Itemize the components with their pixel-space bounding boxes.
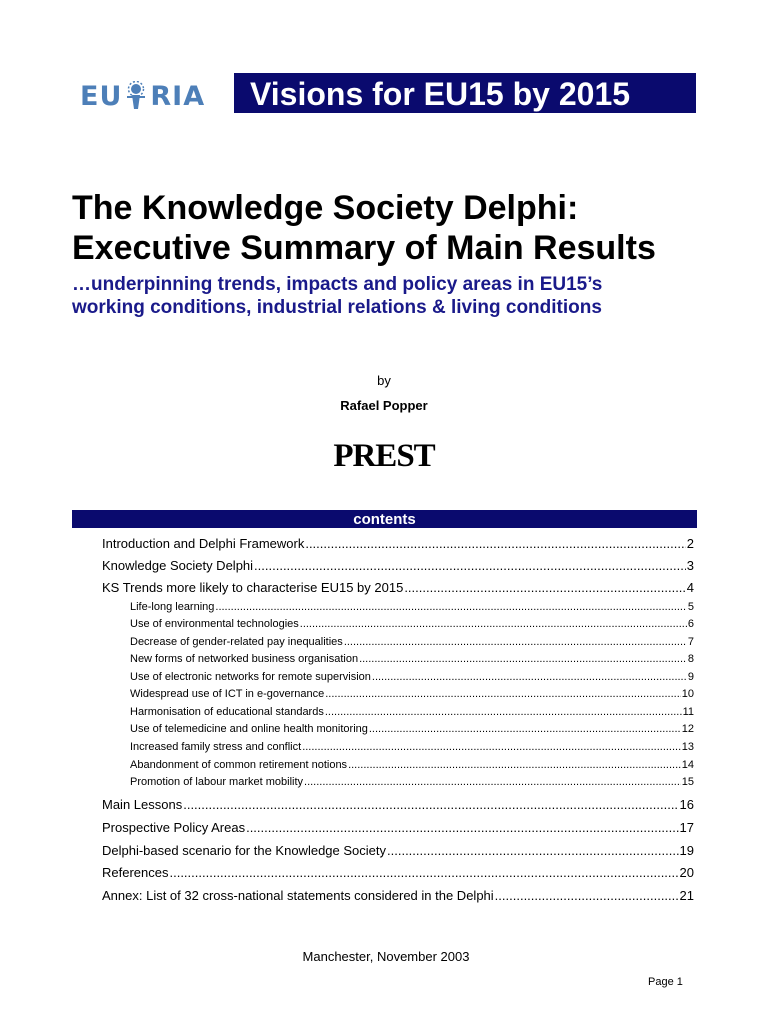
toc-entry-label: Decrease of gender-related pay inequalities bbox=[130, 636, 343, 648]
toc-entry-label: Increased family stress and conflict bbox=[130, 741, 302, 753]
toc-entry-label: Widespread use of ICT in e-governance bbox=[130, 688, 325, 700]
document-title bbox=[72, 188, 722, 268]
toc-entry-label: Abandonment of common retirement notions bbox=[130, 759, 348, 771]
contents-heading: contents bbox=[72, 510, 697, 528]
toc-leader-dots bbox=[254, 558, 686, 573]
toc-leader-dots bbox=[300, 618, 687, 630]
toc-entry-page: 6 bbox=[687, 618, 694, 630]
toc-leader-dots bbox=[246, 820, 678, 835]
document-subtitle bbox=[72, 273, 712, 319]
toc-entry-page: 5 bbox=[687, 601, 694, 613]
prest-logo: PREST bbox=[333, 438, 435, 474]
toc-entry[interactable] bbox=[102, 865, 694, 883]
toc-leader-dots bbox=[359, 653, 687, 665]
author-name: Rafael Popper bbox=[340, 398, 428, 413]
toc-entry[interactable] bbox=[102, 536, 694, 554]
toc-entry-page: 7 bbox=[687, 636, 694, 648]
toc-entry-label: References bbox=[102, 865, 169, 880]
toc-entry[interactable] bbox=[102, 820, 694, 838]
logo-text-right: RIA bbox=[150, 80, 206, 112]
toc-entry-label: Use of telemedicine and online health monitoring bbox=[130, 723, 368, 735]
subtitle-line-2: working conditions, industrial relations & living conditions bbox=[72, 297, 602, 318]
toc-leader-dots bbox=[325, 688, 681, 700]
toc-entry-label: Use of electronic networks for remote supervision bbox=[130, 671, 371, 683]
toc-entry-page: 21 bbox=[679, 888, 694, 903]
toc-entry[interactable] bbox=[102, 580, 694, 598]
toc-entry-page: 15 bbox=[681, 776, 694, 788]
toc-entry-page: 9 bbox=[687, 671, 694, 683]
toc-entry[interactable] bbox=[130, 688, 694, 703]
toc-entry-page: 19 bbox=[679, 843, 694, 858]
place-and-date: Manchester, November 2003 bbox=[302, 949, 470, 964]
toc-leader-dots bbox=[495, 888, 679, 903]
toc-entry-page: 2 bbox=[686, 536, 694, 551]
toc-entry-page: 10 bbox=[681, 688, 694, 700]
toc-entry-page: 14 bbox=[681, 759, 694, 771]
toc-entry-page: 12 bbox=[681, 723, 694, 735]
toc-entry-page: 20 bbox=[679, 865, 694, 880]
title-line-2: Executive Summary of Main Results bbox=[72, 229, 656, 267]
toc-entry-label: Delphi-based scenario for the Knowledge Society bbox=[102, 843, 387, 858]
toc-leader-dots bbox=[183, 797, 678, 812]
toc-leader-dots bbox=[404, 580, 685, 595]
toc-entry[interactable] bbox=[130, 759, 694, 774]
toc-entry[interactable] bbox=[102, 558, 694, 576]
toc-entry-page: 3 bbox=[686, 558, 694, 573]
toc-entry-label: KS Trends more likely to characterise EU15 by 2015 bbox=[102, 580, 404, 595]
toc-leader-dots bbox=[304, 776, 681, 788]
toc-entry[interactable] bbox=[130, 618, 694, 633]
toc-entry-page: 17 bbox=[679, 820, 694, 835]
toc-entry-label: Use of environmental technologies bbox=[130, 618, 299, 630]
toc-entry-label: New forms of networked business organisation bbox=[130, 653, 359, 665]
toc-entry-label: Introduction and Delphi Framework bbox=[102, 536, 305, 551]
toc-entry[interactable] bbox=[130, 601, 694, 616]
toc-entry-label: Prospective Policy Areas bbox=[102, 820, 246, 835]
toc-leader-dots bbox=[169, 865, 678, 880]
euforia-logo bbox=[80, 78, 225, 114]
toc-entry-page: 8 bbox=[687, 653, 694, 665]
toc-entry-label: Main Lessons bbox=[102, 797, 183, 812]
logo-figure-icon bbox=[123, 81, 149, 111]
header-banner: Visions for EU15 by 2015 bbox=[234, 73, 696, 113]
toc-entry-label: Life-long learning bbox=[130, 601, 215, 613]
toc-entry[interactable] bbox=[102, 843, 694, 861]
toc-leader-dots bbox=[325, 706, 682, 718]
toc-leader-dots bbox=[305, 536, 685, 551]
toc-entry[interactable] bbox=[130, 706, 694, 721]
toc-entry-label: Annex: List of 32 cross-national statements considered in the Delphi bbox=[102, 888, 494, 903]
logo-text-left: EU bbox=[80, 80, 123, 112]
toc-entry-page: 4 bbox=[686, 580, 694, 595]
toc-entry-label: Promotion of labour market mobility bbox=[130, 776, 304, 788]
page-number: Page 1 bbox=[648, 976, 683, 988]
toc-leader-dots bbox=[369, 723, 681, 735]
toc-leader-dots bbox=[372, 671, 687, 683]
toc-entry[interactable] bbox=[130, 671, 694, 686]
toc-leader-dots bbox=[302, 741, 681, 753]
toc-entry[interactable] bbox=[130, 741, 694, 756]
title-line-1: The Knowledge Society Delphi: bbox=[72, 189, 579, 227]
toc-leader-dots bbox=[348, 759, 681, 771]
toc-entry[interactable] bbox=[102, 888, 694, 906]
toc-entry[interactable] bbox=[130, 723, 694, 738]
toc-entry-label: Harmonisation of educational standards bbox=[130, 706, 324, 718]
toc-leader-dots bbox=[344, 636, 687, 648]
toc-entry[interactable] bbox=[130, 776, 694, 791]
toc-entry[interactable] bbox=[102, 797, 694, 815]
toc-entry[interactable] bbox=[130, 636, 694, 651]
toc-entry-label: Knowledge Society Delphi bbox=[102, 558, 254, 573]
toc-entry-page: 13 bbox=[681, 741, 694, 753]
toc-leader-dots bbox=[215, 601, 686, 613]
subtitle-line-1: …underpinning trends, impacts and policy areas in EU15’s bbox=[72, 274, 603, 295]
toc-entry-page: 11 bbox=[682, 706, 694, 718]
byline-by: by bbox=[377, 373, 391, 388]
toc-leader-dots bbox=[387, 843, 679, 858]
toc-entry-page: 16 bbox=[679, 797, 694, 812]
toc-entry[interactable] bbox=[130, 653, 694, 668]
